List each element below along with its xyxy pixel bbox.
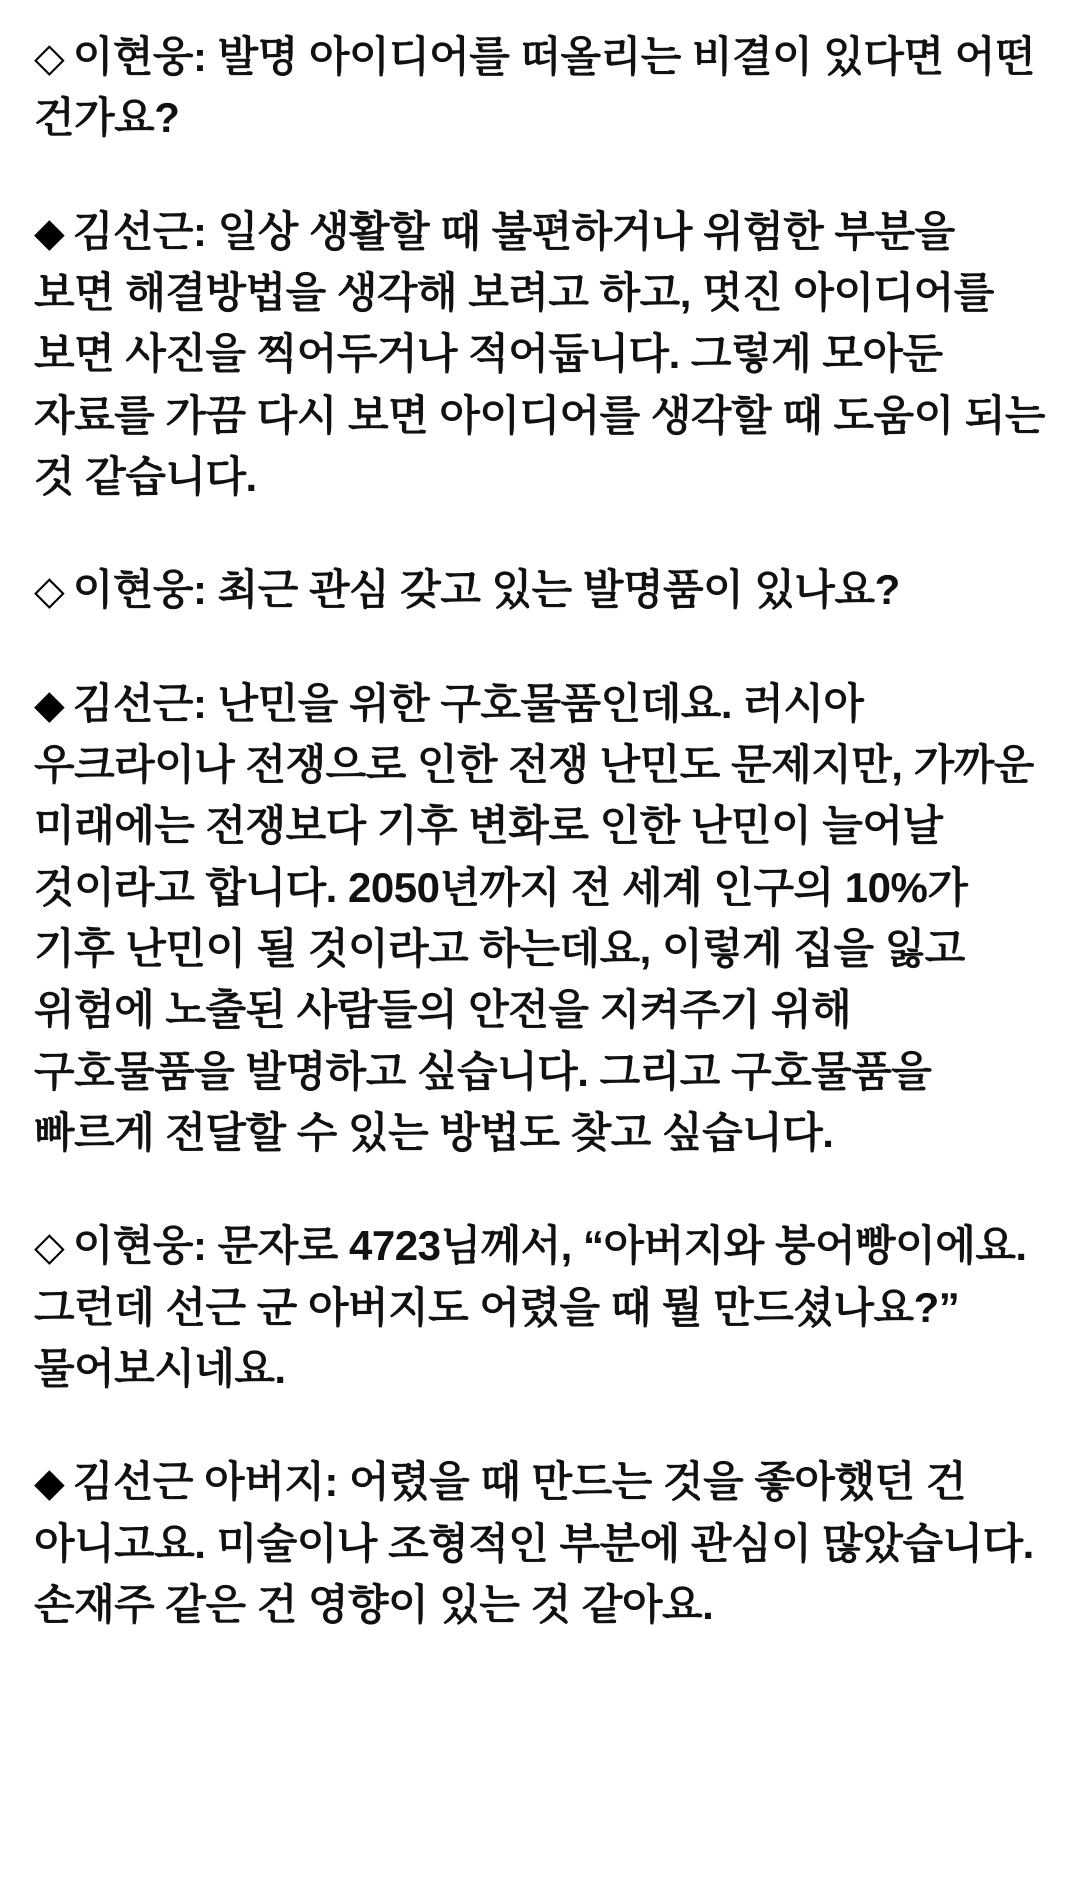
question-marker-icon: ◇	[34, 36, 65, 80]
question-marker-icon: ◇	[34, 1225, 65, 1270]
speaker-name: 김선근:	[72, 207, 207, 255]
transcript-block	[34, 1451, 1046, 1635]
speaker-name: 김선근:	[72, 679, 207, 727]
utterance-text: 최근 관심 갖고 있는 발명품이 있나요?	[217, 566, 900, 614]
speaker-name: 김선근 아버지:	[72, 1458, 338, 1506]
answer-marker-icon: ◆	[34, 210, 65, 255]
utterance-text: 난민을 위한 구호물품인데요. 러시아 우크라이나 전쟁으로 인한 전쟁 난민도 문제지만, 가까운 미래에는 전쟁보다 기후 변화로 인한 난민이 늘어날 것이라고 합니다. 2050년까지 전 세계 인구의 10%가 기후 난민이 될 것이라고 하는데요, 이렇게 집을 잃고 위험에 노출된 사람들의 안전을 지켜주기 위해 구호물품을 발명하고 싶습니다. 그리고 구호물품을 빠르게 전달할 수 있는 방법도 찾고 싶습니다.	[34, 679, 1034, 1156]
utterance-text: 문자로 4723님께서, “아버지와 붕어빵이에요. 그런데 선근 군 아버지도 어렸을 때 뭘 만드셨나요?” 물어보시네요.	[34, 1222, 1027, 1393]
transcript-block	[34, 559, 1046, 620]
utterance-text: 어렸을 때 만드는 것을 좋아했던 건 아니고요. 미술이나 조형적인 부분에 관심이 많았습니다. 손재주 같은 건 영향이 있는 것 같아요.	[34, 1458, 1034, 1629]
transcript-block	[34, 26, 1046, 149]
answer-marker-icon: ◆	[34, 1461, 65, 1506]
speaker-name: 이현웅:	[72, 566, 207, 614]
speaker-name: 이현웅:	[72, 33, 207, 80]
utterance-text: 발명 아이디어를 떠올리는 비결이 있다면 어떤 건가요?	[34, 33, 1035, 142]
transcript-block	[34, 1215, 1046, 1399]
transcript-block	[34, 673, 1046, 1164]
utterance-text: 일상 생활할 때 불편하거나 위험한 부분을 보면 해결방법을 생각해 보려고 하고, 멋진 아이디어를 보면 사진을 찍어두거나 적어둡니다. 그렇게 모아둔 자료를 가끔 다시 보면 아이디어를 생각할 때 도움이 되는 것 같습니다.	[34, 207, 1046, 501]
answer-marker-icon: ◆	[34, 682, 65, 727]
speaker-name: 이현웅:	[72, 1222, 207, 1270]
transcript-block	[34, 201, 1046, 508]
question-marker-icon: ◇	[34, 569, 65, 614]
